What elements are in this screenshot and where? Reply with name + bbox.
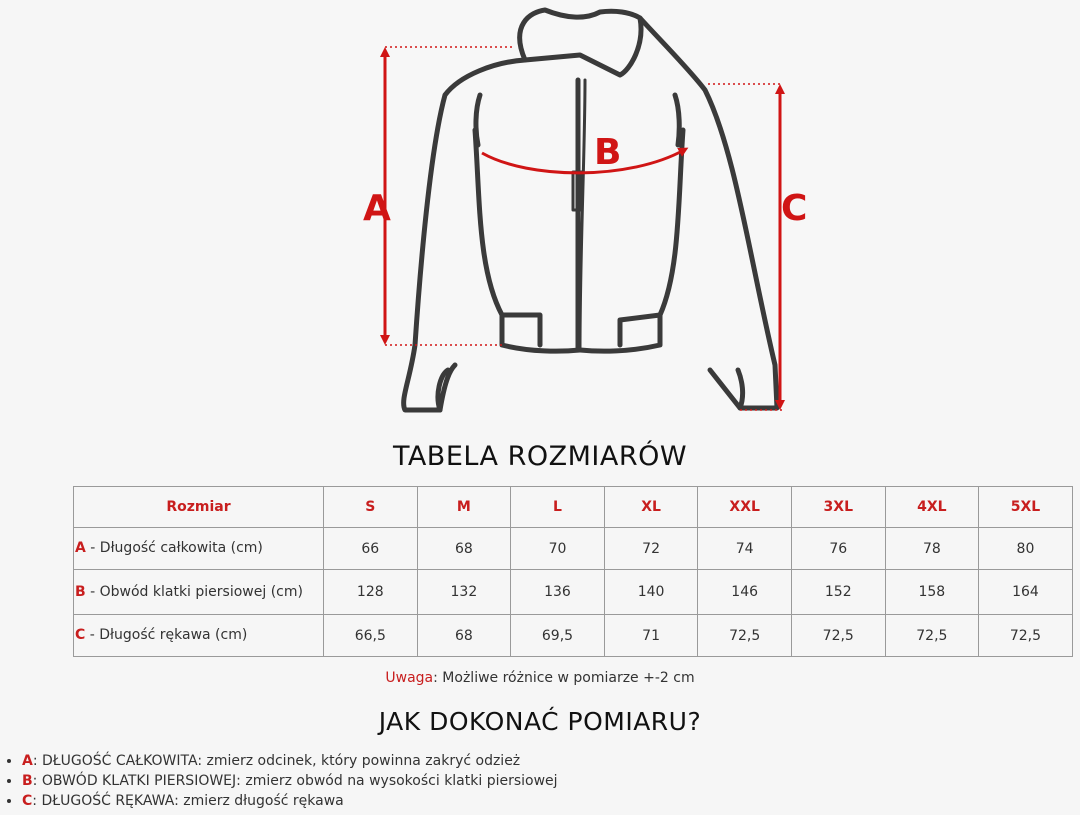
diagram-background bbox=[330, 0, 840, 420]
header-xxl: XXL bbox=[698, 487, 792, 528]
table-cell: 132 bbox=[417, 570, 511, 615]
item-name: : DŁUGOŚĆ CAŁKOWITA bbox=[32, 753, 198, 769]
table-row bbox=[74, 528, 1073, 570]
table-cell: 164 bbox=[979, 570, 1073, 615]
row-label-text: - Obwód klatki piersiowej (cm) bbox=[85, 583, 303, 600]
howto-list bbox=[0, 751, 558, 811]
row-label-text: - Długość całkowita (cm) bbox=[85, 540, 263, 556]
table-cell: 72,5 bbox=[698, 615, 792, 657]
label-b: B bbox=[594, 132, 622, 173]
table-cell: 68 bbox=[417, 615, 511, 657]
item-text: : zmierz odcinek, który powinna zakryć odzież bbox=[197, 753, 521, 769]
row-key: C bbox=[75, 627, 86, 643]
table-cell: 152 bbox=[791, 570, 885, 615]
header-3xl: 3XL bbox=[791, 487, 885, 528]
table-cell: 158 bbox=[885, 570, 979, 615]
row-label bbox=[74, 615, 324, 657]
table-cell: 72,5 bbox=[885, 615, 979, 657]
table-cell: 72,5 bbox=[979, 615, 1073, 657]
size-table-title: TABELA ROZMIARÓW bbox=[392, 441, 688, 472]
note-text: : Możliwe różnice w pomiarze +-2 cm bbox=[433, 670, 695, 686]
table-cell: 80 bbox=[979, 528, 1073, 570]
table-cell: 136 bbox=[511, 570, 605, 615]
table-row bbox=[74, 615, 1073, 657]
table-cell: 128 bbox=[324, 570, 418, 615]
list-item bbox=[22, 791, 558, 811]
note-warning: Uwaga bbox=[385, 670, 434, 686]
label-c: C bbox=[781, 188, 808, 229]
header-size: Rozmiar bbox=[74, 487, 324, 528]
list-item bbox=[22, 771, 558, 791]
item-text: : zmierz obwód na wysokości klatki piersiowej bbox=[236, 773, 558, 789]
row-label bbox=[74, 570, 324, 615]
table-cell: 72,5 bbox=[791, 615, 885, 657]
howto-title: JAK DOKONAĆ POMIARU? bbox=[378, 707, 702, 736]
table-cell: 68 bbox=[417, 528, 511, 570]
header-m: M bbox=[417, 487, 511, 528]
table-cell: 72 bbox=[604, 528, 698, 570]
item-name: : OBWÓD KLATKI PIERSIOWEJ bbox=[32, 773, 237, 789]
table-cell: 78 bbox=[885, 528, 979, 570]
item-letter: B bbox=[22, 773, 33, 789]
table-header-row bbox=[74, 487, 1073, 528]
table-cell: 140 bbox=[604, 570, 698, 615]
row-key: A bbox=[75, 540, 86, 556]
list-item bbox=[22, 751, 558, 771]
item-text: : zmierz długość rękawa bbox=[174, 793, 344, 809]
size-table bbox=[73, 486, 1073, 657]
item-letter: C bbox=[22, 793, 33, 809]
table-cell: 71 bbox=[604, 615, 698, 657]
header-4xl: 4XL bbox=[885, 487, 979, 528]
item-name: : DŁUGOŚĆ RĘKAWA bbox=[32, 793, 175, 809]
row-label-text: - Długość rękawa (cm) bbox=[85, 627, 248, 643]
header-s: S bbox=[324, 487, 418, 528]
measurement-note bbox=[0, 670, 1080, 686]
table-row bbox=[74, 570, 1073, 615]
table-cell: 69,5 bbox=[511, 615, 605, 657]
header-xl: XL bbox=[604, 487, 698, 528]
table-cell: 146 bbox=[698, 570, 792, 615]
item-letter: A bbox=[22, 753, 33, 769]
header-l: L bbox=[511, 487, 605, 528]
header-5xl: 5XL bbox=[979, 487, 1073, 528]
table-cell: 74 bbox=[698, 528, 792, 570]
table-cell: 66 bbox=[324, 528, 418, 570]
table-cell: 70 bbox=[511, 528, 605, 570]
table-cell: 66,5 bbox=[324, 615, 418, 657]
label-a: A bbox=[363, 188, 391, 229]
row-label bbox=[74, 528, 324, 570]
table-cell: 76 bbox=[791, 528, 885, 570]
row-key: B bbox=[75, 583, 86, 600]
jacket-measurement-diagram bbox=[330, 0, 840, 420]
